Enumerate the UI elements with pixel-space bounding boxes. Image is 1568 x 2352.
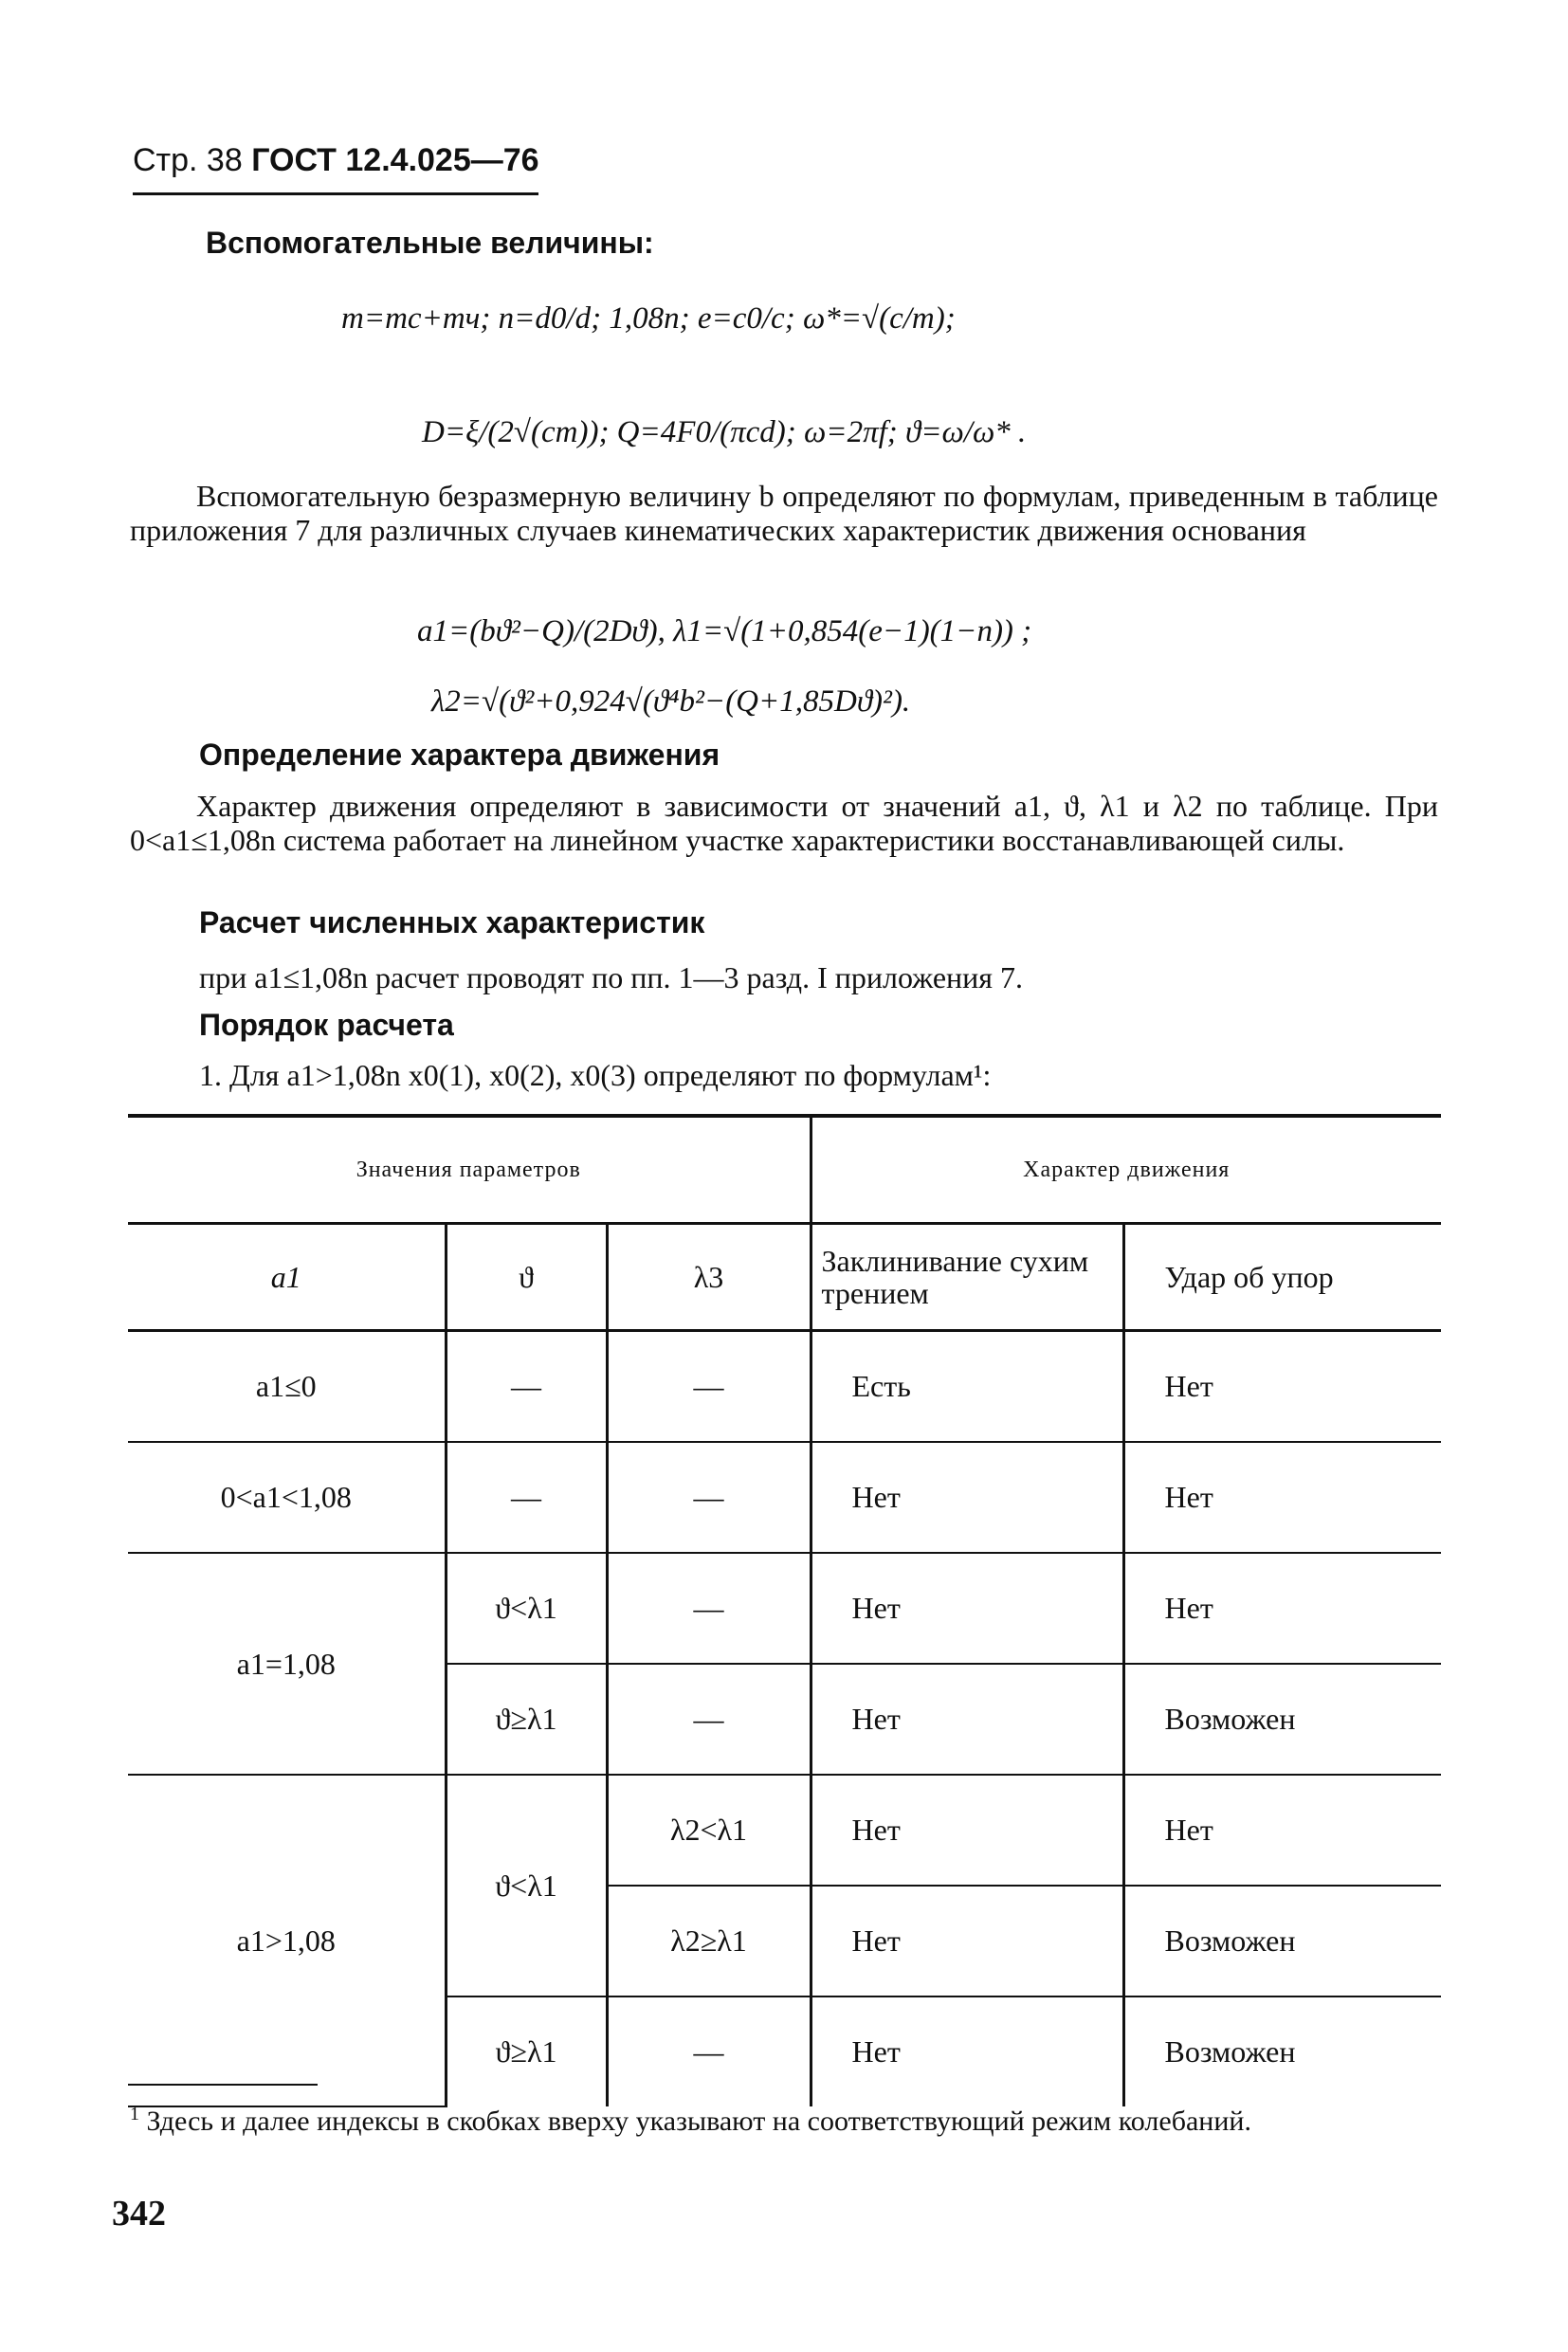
- motion-heading: Определение характера движения: [199, 738, 720, 772]
- table-row: [128, 1553, 1441, 1664]
- table-row: [128, 1442, 1441, 1553]
- footnote-separator: [128, 2084, 318, 2086]
- formula-line-3: a1=(bϑ²−Q)/(2Dϑ), λ1=√(1+0,854(e−1)(1−n)) ;: [417, 614, 1032, 648]
- cell-theta: ϑ<λ1: [446, 1775, 607, 1996]
- footnote: [130, 2097, 1438, 2139]
- cell-lambda: —: [607, 1442, 811, 1553]
- cell-jam: Нет: [811, 1664, 1123, 1775]
- numeric-heading: Расчет численных характеристик: [199, 905, 705, 939]
- group-header-motion: Характер движения: [811, 1116, 1441, 1224]
- cell-a1: a1≤0: [128, 1331, 446, 1443]
- cell-hit: Нет: [1123, 1442, 1441, 1553]
- cell-hit: Нет: [1123, 1775, 1441, 1886]
- footnote-mark: 1: [130, 2104, 139, 2124]
- formula-line-2: D=ξ/(2√(cm)); Q=4F0/(πcd); ω=2πf; ϑ=ω/ω* .: [422, 415, 1027, 449]
- cell-lambda: λ2<λ1: [607, 1775, 811, 1886]
- cell-theta: —: [446, 1442, 607, 1553]
- col-header-hit: Удар об упор: [1123, 1224, 1441, 1331]
- table-column-header-row: [128, 1224, 1441, 1331]
- col-header-theta: ϑ: [446, 1224, 607, 1331]
- cell-jam: Нет: [811, 1775, 1123, 1886]
- cell-lambda: —: [607, 1664, 811, 1775]
- cell-hit: Возможен: [1123, 1996, 1441, 2106]
- cell-jam: Нет: [811, 1886, 1123, 1996]
- motion-paragraph: Характер движения определяют в зависимости от значений a1, ϑ, λ1 и λ2 по таблице. При 0<a1≤1,08n система работает на линейном участке характеристики восстанавливающей силы.: [130, 789, 1438, 857]
- footnote-text: Здесь и далее индексы в скобках вверху указывают на соответствующий режим колебаний.: [146, 2106, 1251, 2137]
- cell-theta: ϑ<λ1: [446, 1553, 607, 1664]
- group-header-params: Значения параметров: [128, 1116, 811, 1224]
- aux-heading: Вспомогательные величины:: [206, 226, 654, 260]
- cell-a1: a1>1,08: [128, 1775, 446, 2106]
- numeric-paragraph: при a1≤1,08n расчет проводят по пп. 1—3 разд. I приложения 7.: [199, 960, 1023, 994]
- cell-lambda: —: [607, 1996, 811, 2106]
- cell-lambda: —: [607, 1331, 811, 1443]
- cell-hit: Нет: [1123, 1553, 1441, 1664]
- page-number: 342: [112, 2194, 166, 2233]
- cell-jam: Нет: [811, 1442, 1123, 1553]
- standard-code: ГОСТ 12.4.025—76: [251, 142, 539, 178]
- page-label: Стр. 38: [133, 142, 243, 178]
- col-header-a1: a1: [128, 1224, 446, 1331]
- order-heading: Порядок расчета: [199, 1008, 454, 1042]
- header-underline: [133, 192, 538, 195]
- table-group-header-row: [128, 1116, 1441, 1224]
- table-row: [128, 1331, 1441, 1443]
- cell-hit: Возможен: [1123, 1886, 1441, 1996]
- cell-theta: —: [446, 1331, 607, 1443]
- cell-hit: Возможен: [1123, 1664, 1441, 1775]
- cell-lambda: λ2≥λ1: [607, 1886, 811, 1996]
- cell-a1: 0<a1<1,08: [128, 1442, 446, 1553]
- cell-theta: ϑ≥λ1: [446, 1996, 607, 2106]
- cell-lambda: —: [607, 1553, 811, 1664]
- cell-theta: ϑ≥λ1: [446, 1664, 607, 1775]
- cell-jam: Нет: [811, 1553, 1123, 1664]
- formula-line-4: λ2=√(ϑ²+0,924√(ϑ⁴b²−(Q+1,85Dϑ)²).: [431, 684, 911, 719]
- order-paragraph: 1. Для a1>1,08n x0(1), x0(2), x0(3) определяют по формулам¹:: [199, 1058, 992, 1092]
- aux-paragraph: Вспомогательную безразмерную величину b определяют по формулам, приведенным в таблице приложения 7 для различных случаев кинематических характеристик движения основания: [130, 479, 1438, 547]
- cell-jam: Есть: [811, 1331, 1123, 1443]
- col-header-jam: Заклинивание сухим трением: [811, 1224, 1123, 1331]
- page-header: [133, 142, 539, 179]
- table-row: [128, 1775, 1441, 1886]
- col-header-lambda: λ3: [607, 1224, 811, 1331]
- motion-table: [128, 1114, 1441, 2107]
- cell-a1: a1=1,08: [128, 1553, 446, 1775]
- cell-jam: Нет: [811, 1996, 1123, 2106]
- formula-line-1: m=mc+mч; n=d0/d; 1,08n; e=c0/c; ω*=√(c/m);: [341, 301, 956, 336]
- cell-hit: Нет: [1123, 1331, 1441, 1443]
